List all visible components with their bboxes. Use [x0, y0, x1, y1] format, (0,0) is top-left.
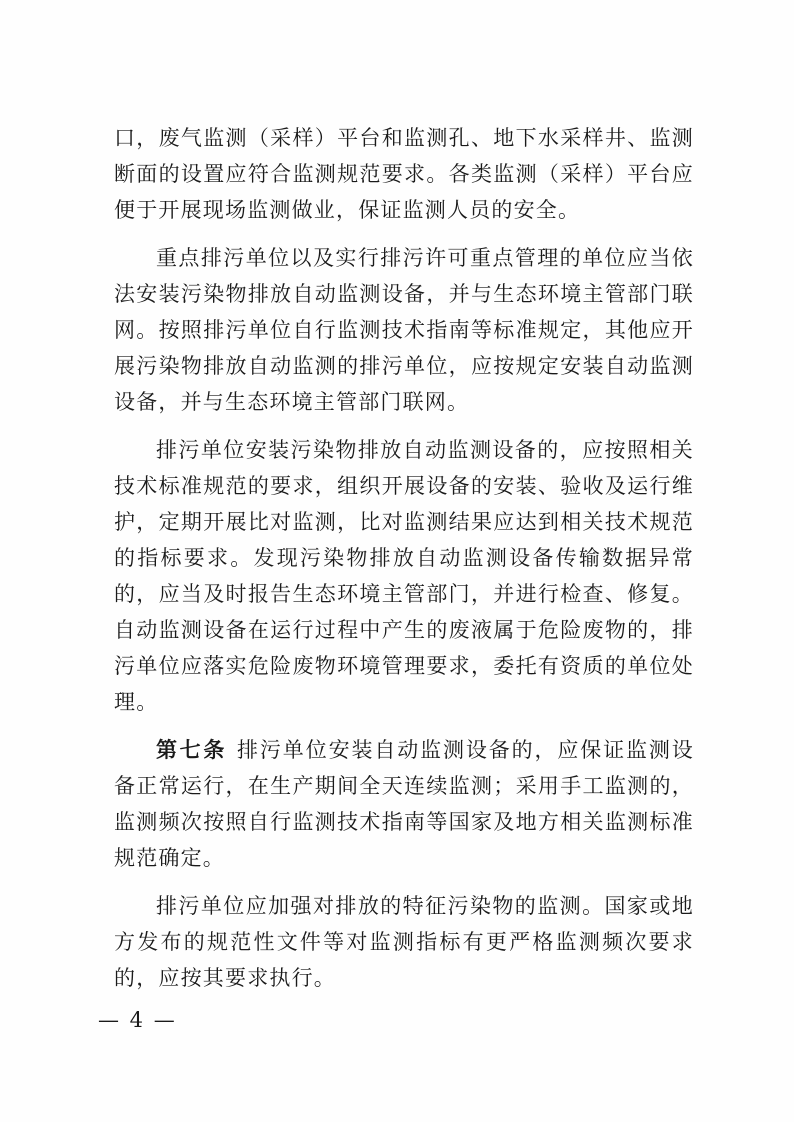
document-body: [114, 120, 694, 1008]
paragraph-continued: 口，废气监测（采样）平台和监测孔、地下水采样井、监测断面的设置应符合监测规范要求。各类监测（采样）平台应便于开展现场监测做业，保证监测人员的安全。: [114, 126, 694, 222]
article-seven: [114, 732, 694, 876]
paragraph-auto-monitoring: 排污单位安装污染物排放自动监测设备的，应按照相关技术标准规范的要求，组织开展设备的安装、验收及运行维护，定期开展比对监测，比对监测结果应达到相关技术规范的指标要求。发现污染物排放自动监测设备传输数据异常的，应当及时报告生态环境主管部门，并进行检查、修复。自动监测设备在运行过程中产生的废液属于危险废物的，排污单位应落实危险废物环境管理要求，委托有资质的单位处理。: [114, 438, 694, 714]
page-number: — 4 —: [98, 1008, 177, 1032]
paragraph-key-units: 重点排污单位以及实行排污许可重点管理的单位应当依法安装污染物排放自动监测设备，并与生态环境主管部门联网。按照排污单位自行监测技术指南等标准规定，其他应开展污染物排放自动监测的排污单位，应按规定安装自动监测设备，并与生态环境主管部门联网。: [114, 246, 694, 414]
article-number: 第七条: [156, 738, 228, 762]
article-text: 排污单位安装自动监测设备的，应保证监测设备正常运行，在生产期间全天连续监测；采用手工监测的，监测频次按照自行监测技术指南等国家及地方相关监测标准规范确定。: [114, 738, 694, 870]
paragraph-characteristic-pollutants: 排污单位应加强对排放的特征污染物的监测。国家或地方发布的规范性文件等对监测指标有更严格监测频次要求的，应按其要求执行。: [114, 894, 694, 990]
